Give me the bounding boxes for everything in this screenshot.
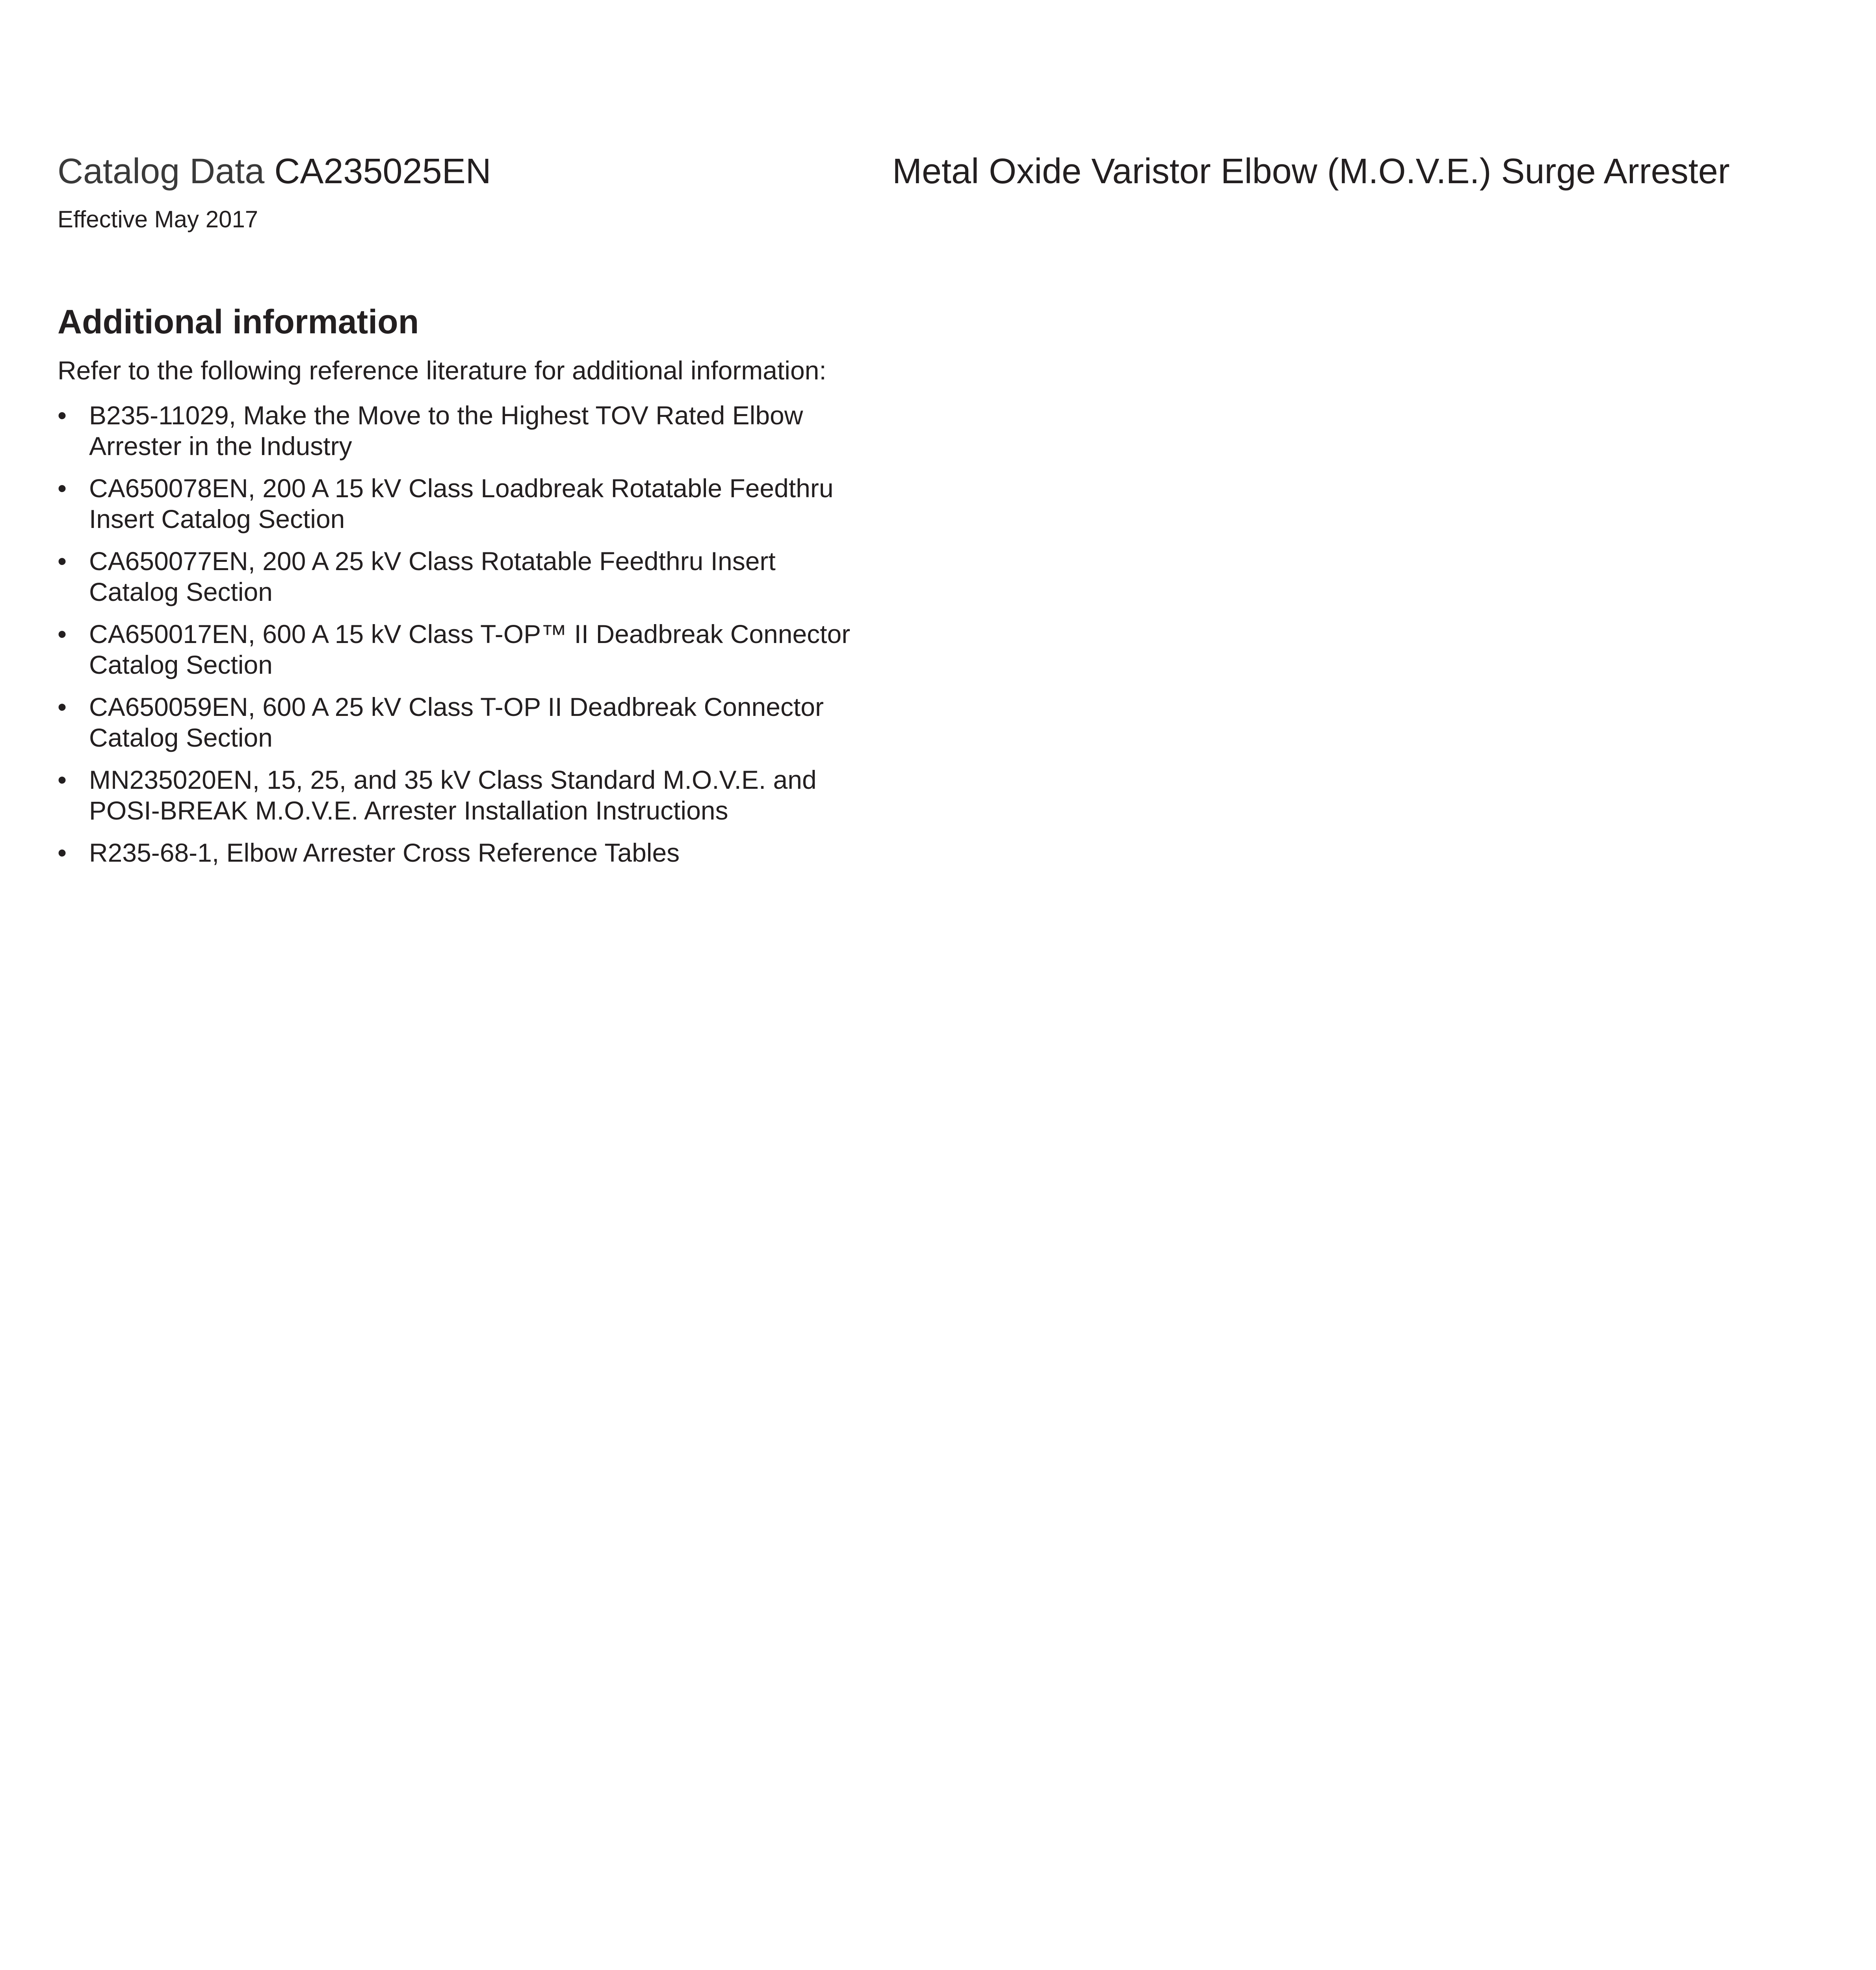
section-intro: Refer to the following reference literature for additional information: bbox=[58, 356, 827, 385]
list-item bbox=[58, 619, 893, 680]
list-item bbox=[58, 546, 893, 607]
reference-line-1: R235-68-1, Elbow Arrester Cross Reference Tables bbox=[89, 838, 680, 867]
reference-list bbox=[58, 400, 893, 879]
list-item bbox=[58, 764, 893, 826]
reference-line-1: CA650077EN, 200 A 25 kV Class Rotatable Feedthru Insert bbox=[89, 546, 776, 576]
reference-line-2: Insert Catalog Section bbox=[89, 504, 345, 533]
bullet: • bbox=[58, 619, 67, 649]
catalog-prefix: Catalog Data bbox=[58, 152, 265, 191]
list-item bbox=[58, 691, 893, 753]
list-item bbox=[58, 473, 893, 534]
bullet: • bbox=[58, 401, 67, 430]
reference-line-2: Catalog Section bbox=[89, 650, 273, 679]
reference-line-2: Catalog Section bbox=[89, 723, 273, 752]
reference-line-2: Catalog Section bbox=[89, 577, 273, 606]
bullet: • bbox=[58, 546, 67, 576]
bullet: • bbox=[58, 838, 67, 867]
product-title: Metal Oxide Varistor Elbow (M.O.V.E.) Surge Arrester bbox=[892, 152, 1730, 191]
bullet: • bbox=[58, 474, 67, 503]
bullet: • bbox=[58, 765, 67, 794]
list-item bbox=[58, 837, 893, 868]
reference-line-2: Arrester in the Industry bbox=[89, 431, 352, 461]
catalog-data-header bbox=[58, 150, 491, 193]
reference-line-1: CA650017EN, 600 A 15 kV Class T-OP™ II Deadbreak Connector bbox=[89, 619, 851, 649]
list-item bbox=[58, 400, 893, 461]
effective-date: Effective May 2017 bbox=[58, 206, 258, 232]
reference-line-2: POSI-BREAK M.O.V.E. Arrester Installation Instructions bbox=[89, 796, 728, 825]
reference-line-1: CA650078EN, 200 A 15 kV Class Loadbreak Rotatable Feedthru bbox=[89, 474, 834, 503]
reference-line-1: B235-11029, Make the Move to the Highest TOV Rated Elbow bbox=[89, 401, 803, 430]
section-title: Additional information bbox=[58, 303, 419, 341]
bullet: • bbox=[58, 692, 67, 721]
catalog-number: CA235025EN bbox=[274, 152, 491, 191]
reference-line-1: MN235020EN, 15, 25, and 35 kV Class Standard M.O.V.E. and bbox=[89, 765, 817, 794]
reference-line-1: CA650059EN, 600 A 25 kV Class T-OP II Deadbreak Connector bbox=[89, 692, 824, 721]
